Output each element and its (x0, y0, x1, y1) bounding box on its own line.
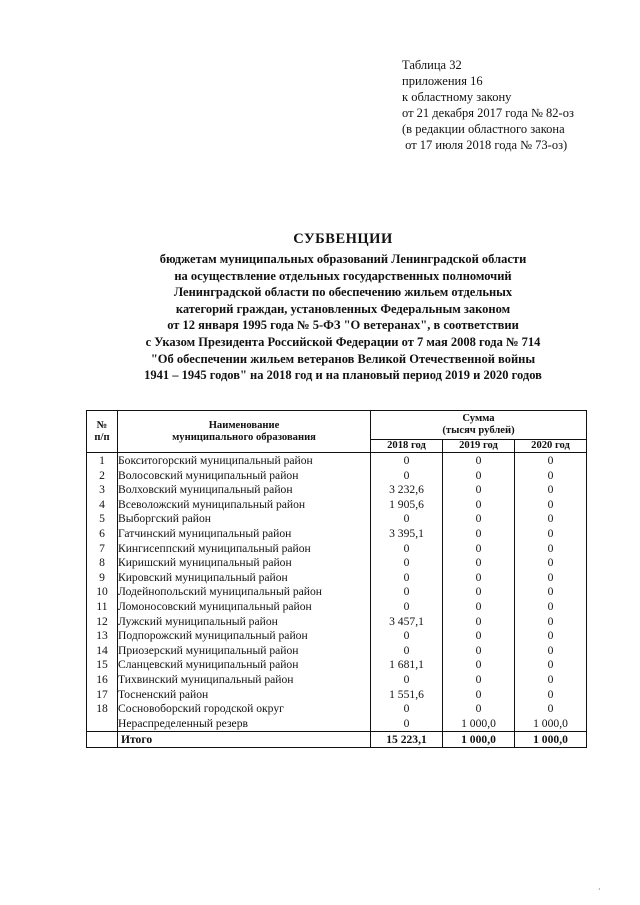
row-2019: 0 (443, 585, 515, 600)
row-2020: 0 (515, 615, 587, 630)
attachment-line: (в редакции областного закона (402, 122, 565, 136)
attachment-line: от 21 декабря 2017 года № 82-оз (402, 106, 574, 120)
row-2020: 0 (515, 498, 587, 513)
row-number: 3 (87, 483, 118, 498)
table-row (87, 512, 587, 527)
table-row (87, 585, 587, 600)
row-name: Сланцевский муниципальный район (118, 658, 371, 673)
total-number-cell (87, 732, 118, 748)
row-name: Кингисеппский муниципальный район (118, 542, 371, 557)
subtitle-line: на осуществление отдельных государственных полномочий (174, 268, 512, 283)
header-year-2019: 2019 год (443, 440, 515, 453)
row-2018: 3 457,1 (371, 615, 443, 630)
attachment-line: Таблица 32 (402, 58, 462, 72)
row-2018: 1 551,6 (371, 688, 443, 703)
subtitle-line: 1941 – 1945 годов" на 2018 год и на плановый период 2019 и 2020 годов (144, 368, 542, 383)
row-number: 18 (87, 702, 118, 717)
row-2019: 0 (443, 571, 515, 586)
attachment-reference (402, 57, 622, 153)
row-2019: 0 (443, 702, 515, 717)
total-2020: 1 000,0 (515, 732, 587, 748)
total-2019: 1 000,0 (443, 732, 515, 748)
row-2020: 0 (515, 658, 587, 673)
row-2020: 0 (515, 600, 587, 615)
attachment-line: приложения 16 (402, 74, 483, 88)
subtitle-line: Ленинградской области по обеспечению жильем отдельных (173, 285, 513, 300)
row-number: 7 (87, 542, 118, 557)
header-name-line2: муниципального образования (172, 431, 316, 443)
row-2018: 1 681,1 (371, 658, 443, 673)
table-row (87, 702, 587, 717)
total-label: Итого (118, 732, 371, 748)
table-row (87, 469, 587, 484)
table-row (87, 600, 587, 615)
row-2018: 0 (371, 469, 443, 484)
row-2018: 0 (371, 717, 443, 732)
row-name: Киришский муниципальный район (118, 556, 371, 571)
row-2020: 0 (515, 527, 587, 542)
row-number: 6 (87, 527, 118, 542)
row-2019: 0 (443, 483, 515, 498)
table-row (87, 629, 587, 644)
row-2020: 0 (515, 702, 587, 717)
row-2020: 0 (515, 673, 587, 688)
table-total-row (87, 732, 587, 748)
header-number-line2: п/п (94, 431, 110, 443)
table-row (87, 498, 587, 513)
row-2019: 0 (443, 629, 515, 644)
table-row (87, 644, 587, 659)
row-2019: 1 000,0 (443, 717, 515, 732)
row-2019: 0 (443, 469, 515, 484)
row-2020: 0 (515, 644, 587, 659)
subtitle-line: "Об обеспечении жильем ветеранов Великой Отечественной войны (150, 351, 536, 366)
table-row (87, 556, 587, 571)
row-2019: 0 (443, 673, 515, 688)
table-row (87, 571, 587, 586)
row-number: 13 (87, 629, 118, 644)
header-name-line1: Наименование (208, 419, 280, 431)
row-2020: 0 (515, 483, 587, 498)
row-number: 14 (87, 644, 118, 659)
row-2018: 0 (371, 629, 443, 644)
header-year-2020: 2020 год (515, 440, 587, 453)
row-2020: 0 (515, 453, 587, 469)
row-name: Лужский муниципальный район (118, 615, 371, 630)
row-number: 11 (87, 600, 118, 615)
table-row-reserve (87, 717, 587, 732)
row-2018: 0 (371, 542, 443, 557)
header-number (87, 411, 118, 453)
row-number: 10 (87, 585, 118, 600)
row-name: Приозерский муниципальный район (118, 644, 371, 659)
table-row (87, 542, 587, 557)
row-2018: 0 (371, 512, 443, 527)
row-number: 1 (87, 453, 118, 469)
row-number: 5 (87, 512, 118, 527)
row-name: Гатчинский муниципальный район (118, 527, 371, 542)
row-number: 12 (87, 615, 118, 630)
attachment-line: от 17 июля 2018 года № 73-оз) (402, 138, 568, 152)
row-name: Подпорожский муниципальный район (118, 629, 371, 644)
row-2020: 0 (515, 688, 587, 703)
header-sum-line1: Сумма (462, 413, 495, 424)
row-number: 8 (87, 556, 118, 571)
row-name: Бокситогорский муниципальный район (118, 453, 371, 469)
row-name: Выборгский район (118, 512, 371, 527)
attachment-line: к областному закону (402, 90, 512, 104)
row-2019: 0 (443, 453, 515, 469)
row-2019: 0 (443, 615, 515, 630)
row-2020: 0 (515, 542, 587, 557)
row-name: Ломоносовский муниципальный район (118, 600, 371, 615)
row-number: 15 (87, 658, 118, 673)
row-name: Сосновоборский городской округ (118, 702, 371, 717)
header-name (118, 411, 371, 453)
row-2019: 0 (443, 688, 515, 703)
table-row (87, 527, 587, 542)
row-2018: 3 232,6 (371, 483, 443, 498)
row-2018: 0 (371, 585, 443, 600)
subtitle-line: бюджетам муниципальных образований Ленинградской области (159, 252, 527, 266)
table-row (87, 483, 587, 498)
row-2019: 0 (443, 644, 515, 659)
row-2019: 0 (443, 658, 515, 673)
row-name: Лодейнопольский муниципальный район (118, 585, 371, 600)
row-2018: 0 (371, 556, 443, 571)
document-title: СУБВЕНЦИИ (293, 231, 393, 247)
row-name: Нераспределенный резерв (118, 717, 371, 732)
table-row (87, 453, 587, 469)
row-name: Волховский муниципальный район (118, 483, 371, 498)
row-2020: 0 (515, 585, 587, 600)
table-row (87, 658, 587, 673)
row-number: 2 (87, 469, 118, 484)
row-2020: 0 (515, 629, 587, 644)
row-2018: 0 (371, 673, 443, 688)
row-2018: 0 (371, 702, 443, 717)
row-2019: 0 (443, 498, 515, 513)
row-2020: 1 000,0 (515, 717, 587, 732)
row-2020: 0 (515, 571, 587, 586)
row-2018: 3 395,1 (371, 527, 443, 542)
row-2018: 0 (371, 644, 443, 659)
table-row (87, 688, 587, 703)
row-2018: 1 905,6 (371, 498, 443, 513)
scan-speck: · (598, 885, 601, 894)
row-name: Тосненский район (118, 688, 371, 703)
row-number (87, 717, 118, 732)
header-sum-line2: (тысяч рублей) (442, 425, 515, 436)
subtitle-line: с Указом Президента Российской Федерации от 7 мая 2008 года № 714 (145, 334, 541, 349)
subtitle-line: от 12 января 1995 года № 5-ФЗ "О ветеранах", в соответствии (167, 318, 519, 333)
row-2019: 0 (443, 527, 515, 542)
row-name: Всеволожский муниципальный район (118, 498, 371, 513)
header-sum (371, 411, 587, 440)
subvention-table (86, 410, 587, 748)
row-2019: 0 (443, 600, 515, 615)
row-2019: 0 (443, 512, 515, 527)
row-number: 17 (87, 688, 118, 703)
row-2020: 0 (515, 469, 587, 484)
row-2019: 0 (443, 542, 515, 557)
row-2019: 0 (443, 556, 515, 571)
row-2018: 0 (371, 571, 443, 586)
row-name: Волосовский муниципальный район (118, 469, 371, 484)
row-2020: 0 (515, 556, 587, 571)
title-block (60, 231, 626, 384)
row-2020: 0 (515, 512, 587, 527)
subtitle-line: категорий граждан, установленных Федеральным законом (175, 301, 511, 316)
row-number: 4 (87, 498, 118, 513)
row-name: Тихвинский муниципальный район (118, 673, 371, 688)
table-row (87, 615, 587, 630)
table-row (87, 673, 587, 688)
total-2018: 15 223,1 (371, 732, 443, 748)
row-2018: 0 (371, 453, 443, 469)
header-number-line1: № (96, 419, 108, 431)
header-year-2018: 2018 год (371, 440, 443, 453)
row-name: Кировский муниципальный район (118, 571, 371, 586)
row-number: 16 (87, 673, 118, 688)
row-2018: 0 (371, 600, 443, 615)
row-number: 9 (87, 571, 118, 586)
